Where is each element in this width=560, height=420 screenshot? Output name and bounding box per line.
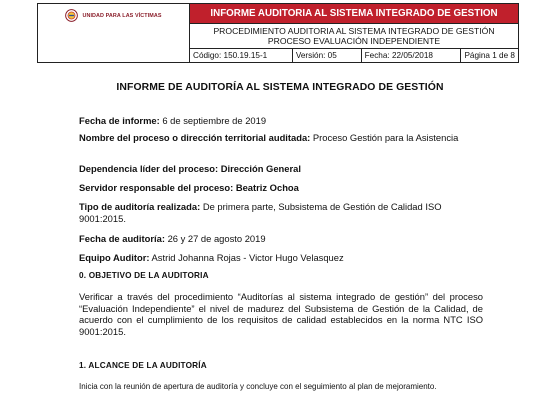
report-date-label: Fecha de informe: — [79, 115, 160, 126]
report-date-value: 6 de septiembre de 2019 — [159, 115, 267, 126]
logo — [38, 9, 189, 22]
header-doc-title: INFORME AUDITORIA AL SISTEMA INTEGRADO DE GESTION — [190, 4, 519, 24]
audit-type-label: Tipo de auditoría realizada: — [79, 201, 201, 212]
audit-date-field — [79, 233, 483, 245]
logo-text: UNIDAD PARA LAS VÍCTIMAS — [82, 12, 162, 19]
scope-heading: 1. ALCANCE DE LA AUDITORÍA — [79, 361, 207, 370]
date-cell: Fecha: 22/05/2018 — [361, 48, 461, 62]
process-value: Proceso Gestión para la Asistencia — [310, 132, 459, 143]
audit-date-value: 26 y 27 de agosto 2019 — [164, 233, 266, 244]
report-title: INFORME DE AUDITORÍA AL SISTEMA INTEGRADO DE GESTIÓN — [116, 82, 444, 93]
dependency-field — [79, 163, 483, 175]
report-date — [79, 115, 483, 127]
dependency-text: Dependencia líder del proceso: Dirección General — [79, 163, 301, 174]
team-label: Equipo Auditor: — [79, 252, 150, 263]
procedure-line: PROCEDIMIENTO AUDITORIA AL SISTEMA INTEGRADO DE GESTIÓN — [213, 25, 495, 36]
audit-type-field — [79, 201, 483, 224]
process-field — [79, 132, 483, 144]
objective-heading: 0. OBJETIVO DE LA AUDITORIA — [79, 271, 209, 280]
page-cell: Página 1 de 8 — [461, 48, 519, 62]
logo-cell — [38, 4, 190, 63]
document-header — [37, 3, 519, 63]
code-cell: Código: 150.19.15-1 — [190, 48, 293, 62]
responsible-field — [79, 182, 483, 194]
version-cell: Versión: 05 — [292, 48, 361, 62]
process-line: PROCESO EVALUACIÓN INDEPENDIENTE — [267, 35, 441, 46]
process-label: Nombre del proceso o dirección territorial auditada: — [79, 132, 311, 143]
team-field — [79, 252, 483, 264]
team-value: Astrid Johanna Rojas - Victor Hugo Velasquez — [149, 252, 344, 263]
responsible-text: Servidor responsable del proceso: Beatriz Ochoa — [79, 182, 299, 193]
seal-icon — [65, 9, 78, 22]
objective-text: Verificar a través del procedimiento “Auditorías al sistema integrado de gestión” del proceso “Evaluación Independiente” el nivel de madurez del Subsistema de Gestión de la Calidad, de acuerdo con el cumplimiento de los requisitos de calidad establecidos en la norma NTC ISO 9001:2015. — [79, 291, 483, 337]
scope-text: Inicia con la reunión de apertura de auditoría y concluye con el seguimiento al plan de mejoramiento. — [79, 382, 437, 391]
audit-date-label: Fecha de auditoría: — [79, 233, 165, 244]
procedure-cell — [190, 23, 519, 48]
audit-type-value: De primera parte, Subsistema de Gestión de Calidad ISO 9001:2015. — [79, 201, 442, 224]
